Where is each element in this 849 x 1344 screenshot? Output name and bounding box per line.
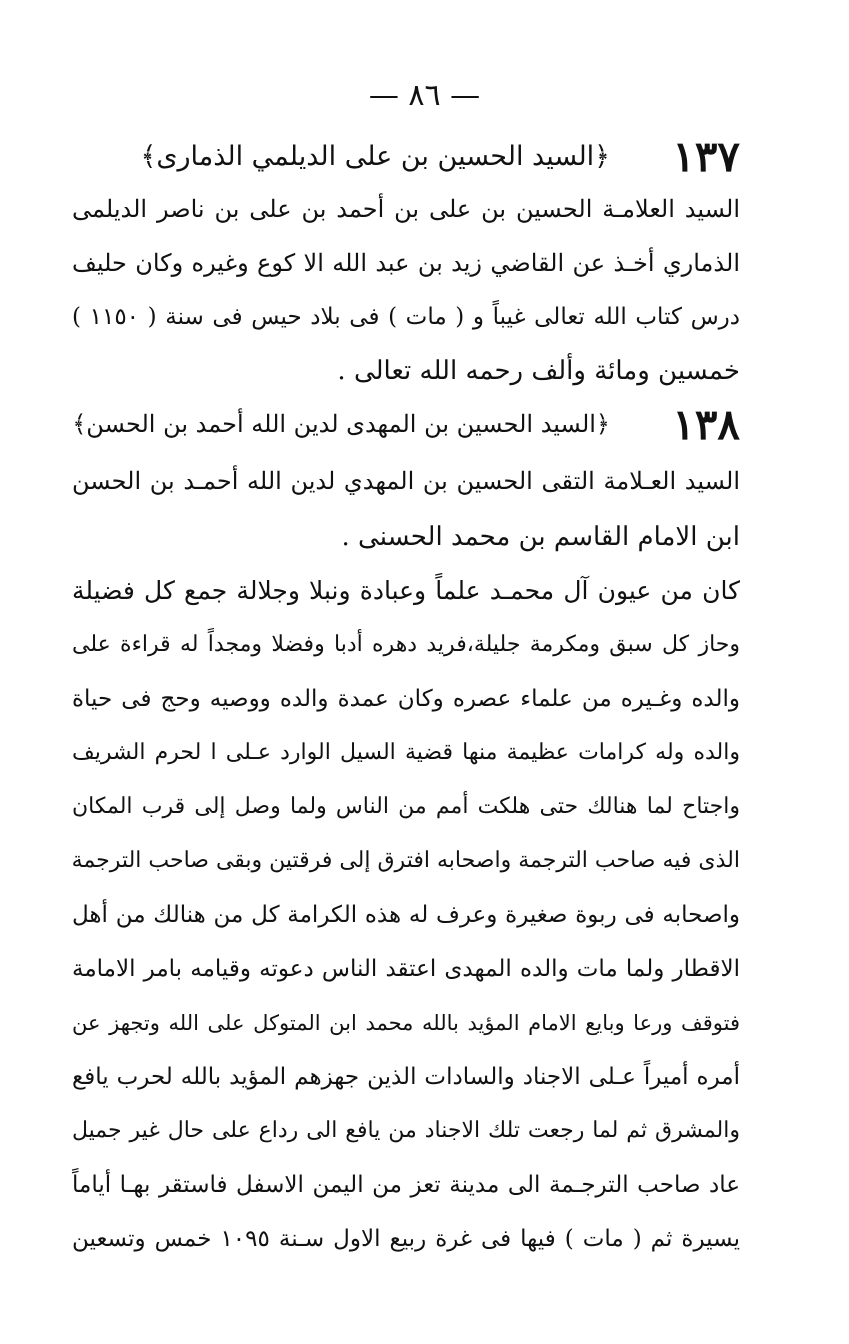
entry-title: ﴿السيد الحسين بن على الديلمي الذمارى﴾: [140, 140, 610, 172]
entry-heading-137: [60, 126, 740, 186]
text-line: فتوقف ورعا وبايع الامام المؤيد بالله محمد ابن المتوكل على الله وتجهز عن: [72, 1011, 740, 1035]
text-line: السيد العـلامة التقى الحسين بن المهدي لدين الله أحمـد بن الحسن: [72, 467, 740, 495]
text-line: واجتاح لما هنالك حتى هلكت أمم من الناس ولما وصل إلى قرب المكان: [72, 794, 740, 819]
page-number: — ٨٦ —: [368, 78, 481, 113]
entry-number: ١٣٧: [672, 131, 740, 181]
entry-number: ١٣٨: [672, 399, 740, 449]
text-line: والمشرق ثم لما رجعت تلك الاجناد من يافع الى رداع على حال غير جميل: [72, 1118, 740, 1143]
text-line: السيد العلامـة الحسين بن على بن أحمد بن على بن ناصر الديلمى: [72, 195, 740, 223]
text-line: والده وغـيره من علماء عصره وكان عمدة والده ووصيه وحج فى حياة: [72, 686, 740, 712]
text-line: ابن الامام القاسم بن محمد الحسنى .: [341, 522, 740, 552]
text-line: الذى فيه صاحب الترجمة واصحابه افترق إلى فرقتين وبقى صاحب الترجمة: [71, 848, 740, 873]
text-line: كان من عيون آل محمـد علماً وعبادة ونبلا وجلالة جمع كل فضيلة: [72, 576, 740, 605]
text-line: خمسين ومائة وألف رحمه الله تعالى .: [337, 356, 740, 386]
text-line: عاد صاحب الترجـمة الى مدينة تعز من اليمن الاسفل فاستقر بهـا أياماً: [72, 1172, 740, 1198]
text-line: واصحابه فى ربوة صغيرة وعرف له هذه الكرامة كل من هنالك من أهل: [72, 902, 740, 928]
text-line: الاقطار ولما مات والده المهدى اعتقد الناس دعوته وقيامه بامر الامامة: [72, 956, 740, 982]
entry-title: ﴿السيد الحسين بن المهدى لدين الله أحمد بن الحسن﴾: [72, 410, 610, 438]
text-line: درس كتاب الله تعالى غيباً و ( مات ) فى بلاد حيس فى سنة ( ١١٥٠ ): [72, 304, 741, 330]
text-line: وحاز كل سبق ومكرمة جليلة،فريد دهره أدبا وفضلا ومجداً له قراءة على: [72, 632, 740, 657]
text-line: أمره أميراً عـلى الاجناد والسادات الذين جهزهم المؤيد بالله لحرب يافع: [72, 1064, 740, 1090]
text-line: والده وله كرامات عظيمة منها قضية السيل الوارد عـلى ا لحرم الشريف: [72, 740, 740, 765]
text-line: الذماري أخـذ عن القاضي زيد بن عبد الله الا كوع وغيره وكان حليف: [72, 249, 740, 277]
text-line: يسيرة ثم ( مات ) فيها فى غرة ربيع الاول سـنة ١٠٩٥ خمس وتسعين: [72, 1226, 740, 1252]
entry-heading-138: [60, 394, 740, 454]
